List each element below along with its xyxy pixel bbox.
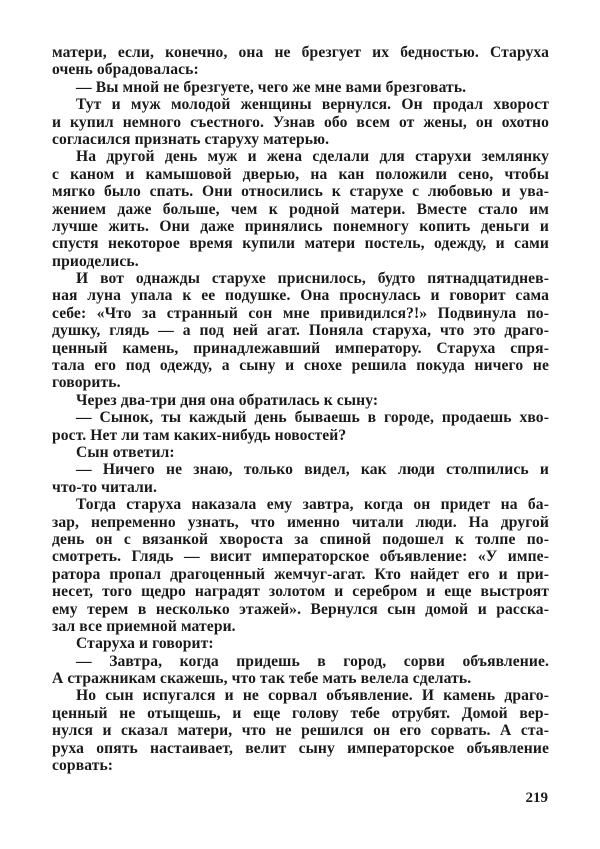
text-line: — Ничего не знаю, только видел, как люди столпились и — [76, 461, 549, 479]
text-line: и купил немного съестного. Узнав обо всем от жены, он охотно — [52, 113, 549, 131]
text-line: душку, глядь — а под ней агат. Поняла старуха, что это драго- — [52, 322, 549, 340]
text-line: На другой день муж и жена сделали для старухи землянку — [76, 148, 549, 166]
text-line: Тогда старуха наказала ему завтра, когда он придет на ба- — [76, 496, 549, 514]
text-line: Сын ответил: — [76, 443, 175, 461]
text-line: зал все приемной матери. — [52, 617, 236, 635]
page-body-text — [52, 44, 549, 774]
text-line: себе: «Что за странный сон мне привидился?!» Подвинула по- — [52, 304, 549, 322]
text-line: ценный не отыщешь, и еще голову тебе отрубят. Домой вер- — [52, 704, 549, 722]
text-line: тала его под одежду, а сыну и снохе решила покуда ничего не — [52, 357, 549, 375]
text-line: И вот однажды старухе приснилось, будто пятнадцатиднев- — [76, 270, 549, 288]
text-line: говорить. — [52, 374, 121, 392]
text-line: согласился признать старуху матерью. — [52, 130, 330, 148]
text-line: руха опять настаивает, велит сыну императорское объявление — [52, 739, 549, 757]
text-line: зар, непременно узнать, что именно читали люди. На другой — [52, 513, 549, 531]
page-number: 219 — [525, 790, 548, 806]
text-line: — Вы мной не брезгуете, чего же мне вами брезговать. — [76, 78, 467, 96]
text-line: лучше жить. Они даже принялись понемногу копить деньги и — [52, 217, 549, 235]
text-line: день он с вязанкой хвороста за спиной подошел к толпе по- — [52, 530, 549, 548]
text-line: жением даже больше, чем к родной матери. Вместе стало им — [52, 200, 549, 218]
text-line: смотреть. Глядь — висит императорское объявление: «У импе- — [52, 548, 549, 566]
text-line: матери, если, конечно, она не брезгует их бедностью. Старуха — [52, 44, 549, 61]
text-line: рост. Нет ли там каких-нибудь новостей? — [52, 426, 347, 444]
text-line: нулся и сказал матери, что не решился он его сорвать. А ста- — [52, 722, 549, 740]
text-line: очень обрадовалась: — [52, 61, 199, 79]
text-line: ценный камень, принадлежавший императору. Старуха спря- — [52, 339, 549, 357]
text-line: Тут и муж молодой женщины вернулся. Он продал хворост — [76, 96, 549, 114]
text-line: — Сынок, ты каждый день бываешь в городе, продаешь хво- — [76, 409, 549, 427]
text-line: ратора пропал драгоценный жемчуг-агат. Кто найдет его и при- — [52, 565, 549, 583]
text-line: что-то читали. — [52, 478, 157, 496]
text-line: сорвать: — [52, 757, 114, 775]
text-line: Но сын испугался и не сорвал объявление. И камень драго- — [76, 687, 549, 705]
text-line: Через два-три дня она обратилась к сыну: — [76, 391, 379, 409]
text-line: А стражникам скажешь, что так тебе мать велела сделать. — [52, 670, 472, 688]
text-line: — Завтра, когда придешь в город, сорви объявление. — [76, 652, 549, 670]
text-line: с каном и камышовой дверью, на кан положили сено, чтобы — [52, 165, 549, 183]
text-line: приоделись. — [52, 252, 139, 270]
text-line: несет, того щедро наградят золотом и серебром и еще выстроят — [52, 583, 549, 601]
text-line: Старуха и говорит: — [76, 635, 214, 653]
text-line: ему терем в несколько этажей». Вернулся сын домой и расска- — [52, 600, 549, 618]
text-line: ная луна упала к ее подушке. Она проснулась и говорит сама — [52, 287, 549, 305]
text-line: мягко было спать. Они относились к старухе с любовью и ува- — [52, 183, 549, 201]
text-line: спустя некоторое время купили матери постель, одежду, и сами — [52, 235, 549, 253]
